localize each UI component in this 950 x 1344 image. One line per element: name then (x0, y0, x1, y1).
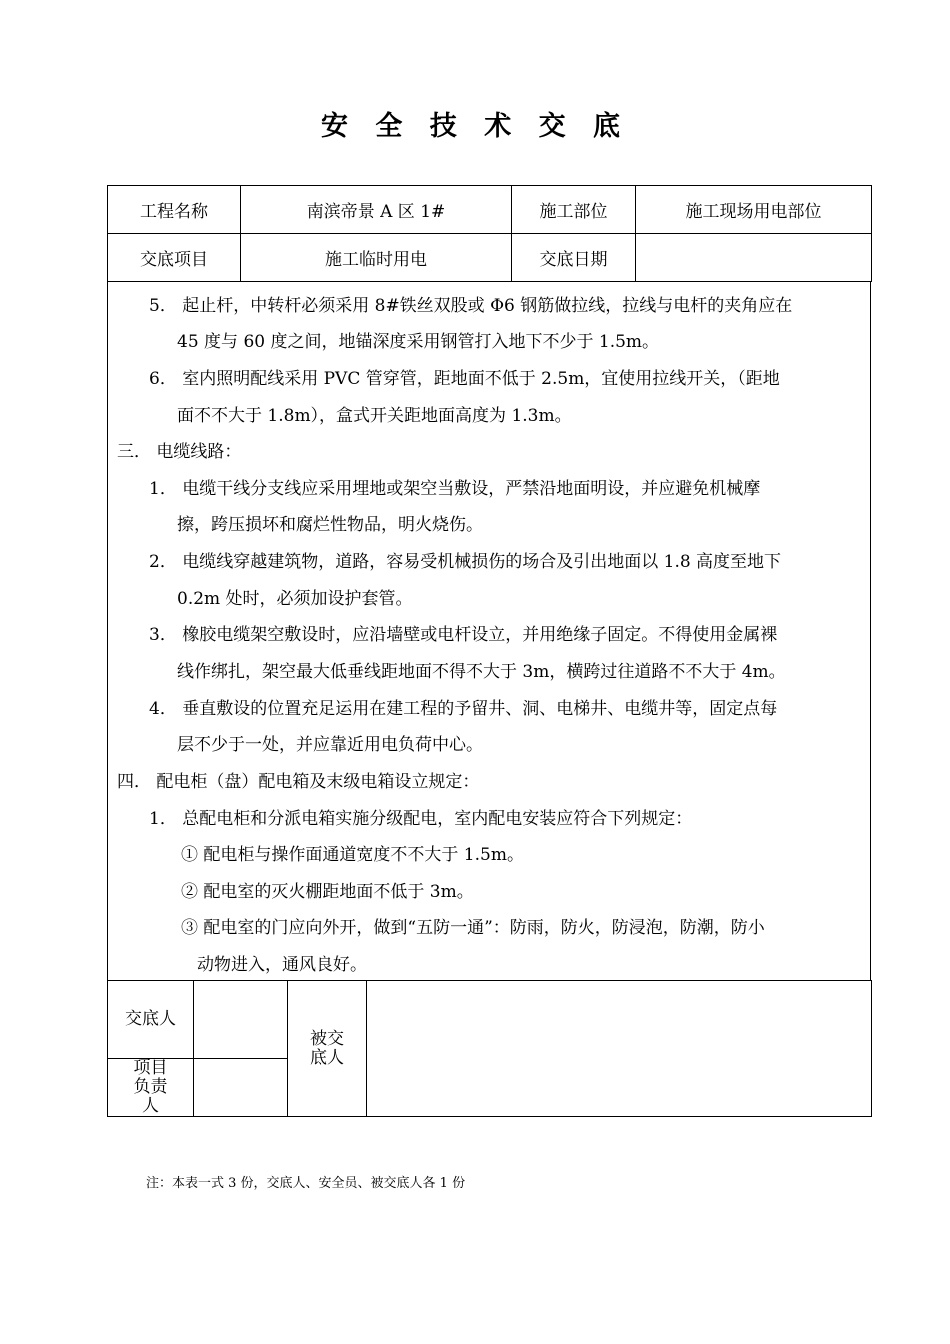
content-line-15: 1． 总配电柜和分派电箱实施分级配电，室内配电安装应符合下列规定： (149, 809, 693, 829)
content-line-5: 三． 电缆线路： (117, 442, 242, 462)
content-line-11: 线作绑扎，架空最大低垂线距地面不得不大于 3m，横跨过往道路不不大于 4m。 (177, 662, 786, 682)
content-line-13: 层不少于一处，并应靠近用电负荷中心。 (177, 735, 483, 755)
signature-table (107, 980, 872, 1117)
content-line-19: 动物进入，通风良好。 (197, 955, 367, 975)
date-value (636, 234, 872, 282)
disclosure-content (107, 282, 871, 980)
header-row-1 (108, 186, 872, 234)
receiver-label: 被交底人 (288, 981, 367, 1117)
content-line-17: ② 配电室的灭火棚距地面不低于 3m。 (181, 882, 474, 902)
location-label: 施工部位 (512, 186, 636, 234)
project-leader-value (194, 1059, 288, 1117)
signature-row-1 (108, 981, 872, 1059)
item-label: 交底项目 (108, 234, 241, 282)
header-row-2 (108, 234, 872, 282)
content-line-8: 2． 电缆线穿越建筑物，道路，容易受机械损伤的场合及引出地面以 1.8 高度至地下 (149, 552, 782, 572)
date-label: 交底日期 (512, 234, 636, 282)
project-leader-label: 项目负责人 (108, 1059, 194, 1117)
discloser-label: 交底人 (108, 981, 194, 1059)
discloser-value (194, 981, 288, 1059)
content-line-14: 四． 配电柜（盘）配电箱及末级电箱设立规定： (117, 772, 480, 792)
document-title: 安 全 技 术 交 底 (321, 111, 629, 142)
project-name-label: 工程名称 (108, 186, 241, 234)
content-line-3: 6． 室内照明配线采用 PVC 管穿管，距地面不低于 2.5m，宜使用拉线开关，（距地 (149, 369, 780, 389)
content-line-16: ① 配电柜与操作面通道宽度不不大于 1.5m。 (181, 845, 524, 865)
receiver-value (367, 981, 872, 1117)
location-value: 施工现场用电部位 (636, 186, 872, 234)
content-line-7: 擦，跨压损坏和腐烂性物品，明火烧伤。 (177, 515, 483, 535)
content-line-18: ③ 配电室的门应向外开，做到“五防一通”：防雨，防火，防浸泡，防潮，防小 (181, 918, 765, 938)
content-line-10: 3． 橡胶电缆架空敷设时，应沿墙壁或电杆设立，并用绝缘子固定。不得使用金属裸 (149, 625, 778, 645)
header-table (107, 185, 872, 282)
project-name-value: 南滨帝景 A 区 1# (241, 186, 512, 234)
content-line-6: 1． 电缆干线分支线应采用埋地或架空当敷设，严禁沿地面明设，并应避免机械摩 (149, 479, 761, 499)
content-line-9: 0.2m 处时，必须加设护套管。 (177, 589, 413, 609)
content-line-12: 4． 垂直敷设的位置充足运用在建工程的予留井、洞、电梯井、电缆井等，固定点每 (149, 699, 778, 719)
content-line-1: 5． 起止杆，中转杆必须采用 8#铁丝双股或 Φ6 钢筋做拉线，拉线与电杆的夹角应在 (149, 296, 793, 316)
content-line-4: 面不不大于 1.8m），盒式开关距地面高度为 1.3m。 (177, 406, 572, 426)
item-value: 施工临时用电 (241, 234, 512, 282)
content-line-2: 45 度与 60 度之间，地锚深度采用钢管打入地下不少于 1.5m。 (177, 332, 660, 352)
footnote: 注：本表一式 3 份，交底人、安全员、被交底人各 1 份 (146, 1176, 466, 1191)
